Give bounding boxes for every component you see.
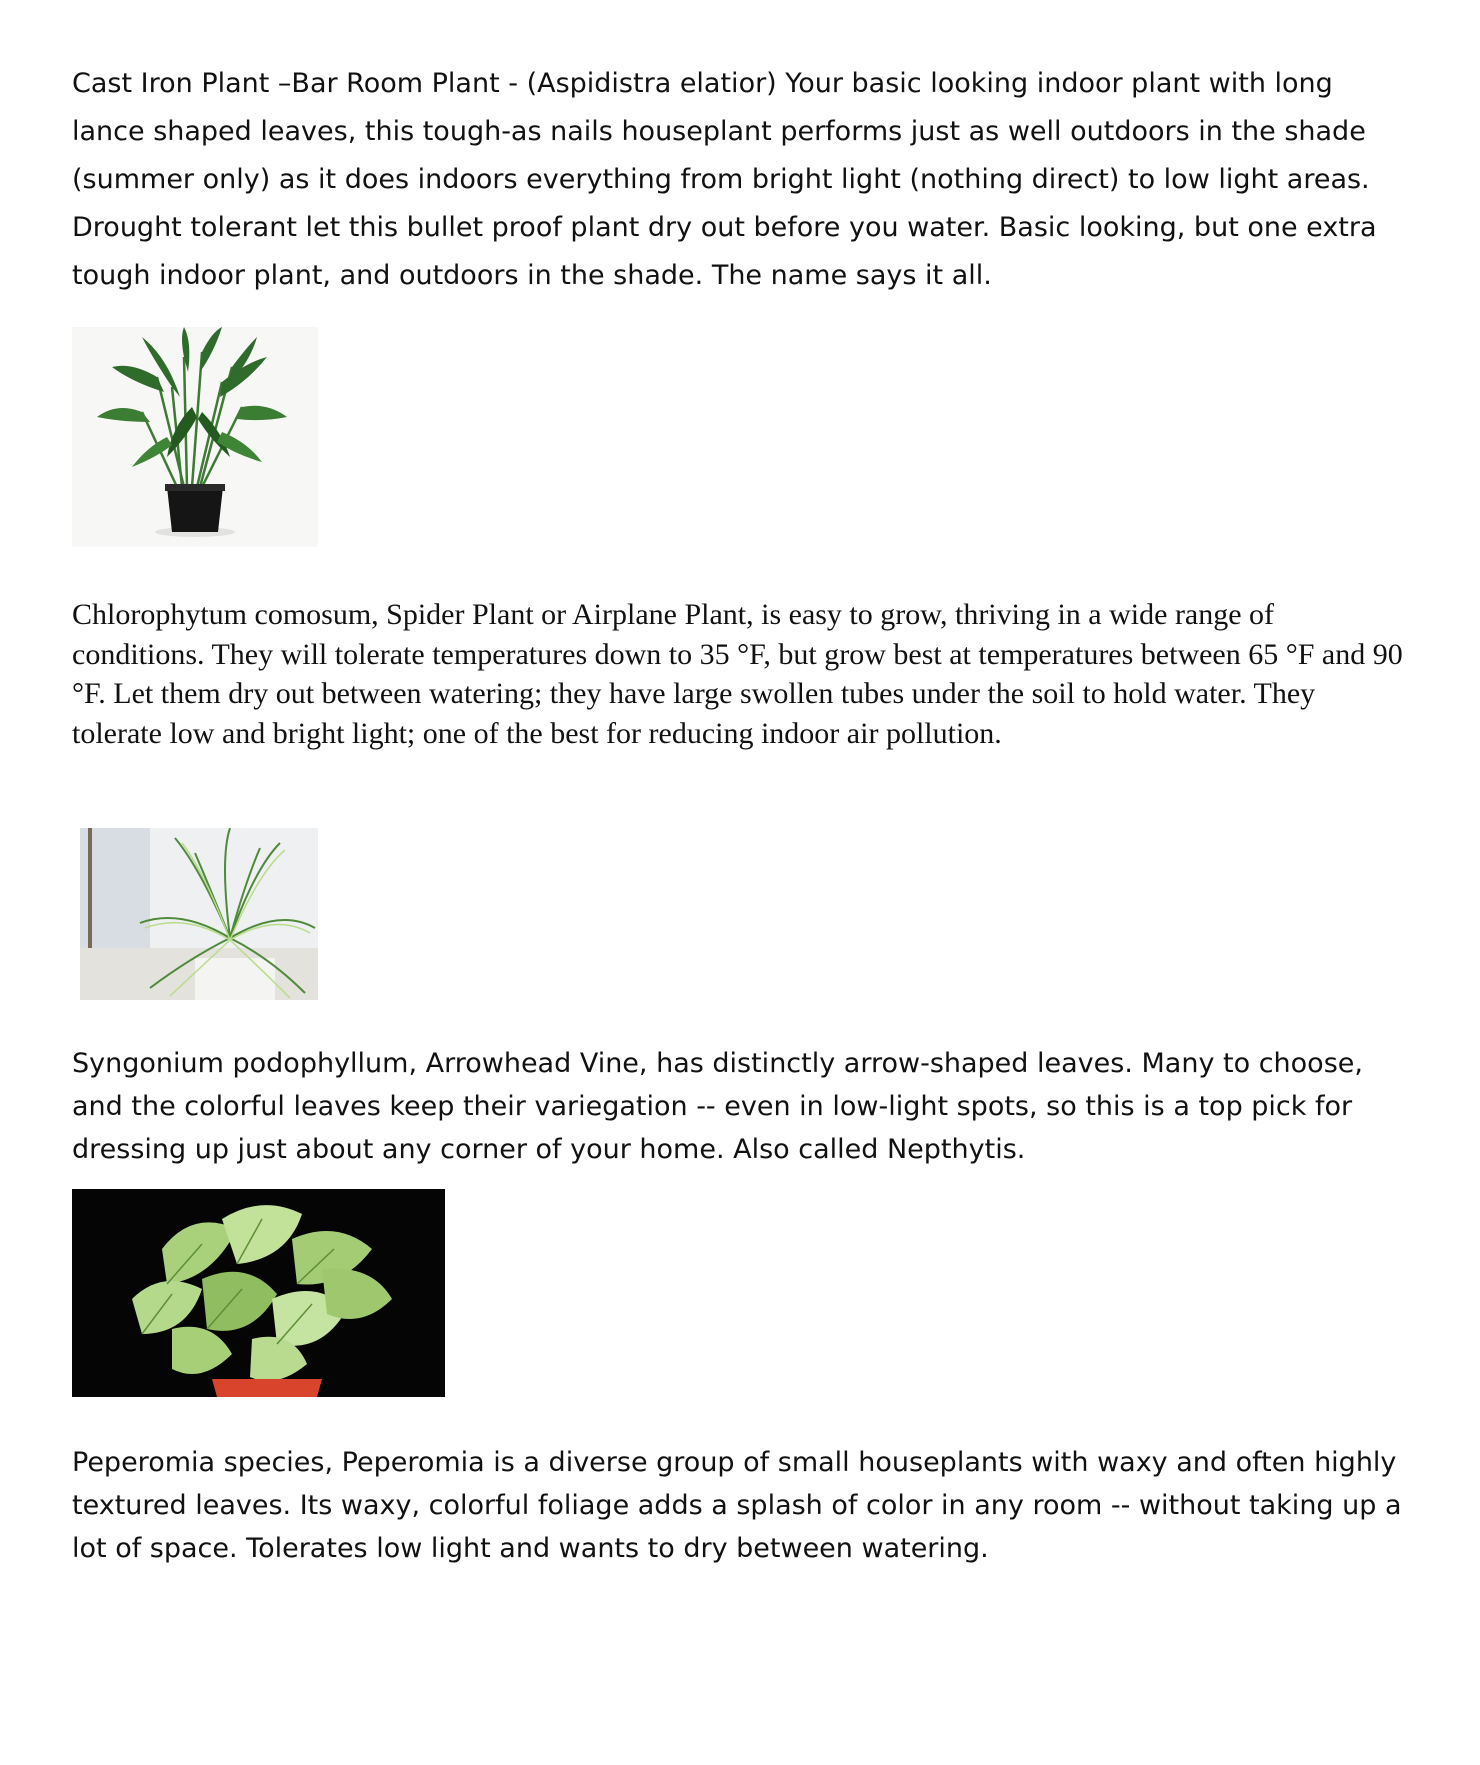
- peperomia-paragraph: Peperomia species, Peperomia is a diverse group of small houseplants with waxy and often highly textured leaves. Its waxy, colorful foliage adds a splash of color in any room -- without taking up a lot of space. Tolerates low light and wants to dry between watering.: [72, 1447, 1402, 1564]
- spider-plant-paragraph: Chlorophytum comosum, Spider Plant or Airplane Plant, is easy to grow, thriving in a wide range of conditions. They will tolerate temperatures down to 35 °F, but grow best at temperatures between 65 °F and 90 °F. Let them dry out between watering; they have large swollen tubes under the soil to hold water. They tolerate low and bright light; one of the best for reducing indoor air pollution.: [72, 598, 1403, 750]
- cast-iron-plant-photo: [72, 327, 318, 547]
- cast-iron-plant-paragraph: Cast Iron Plant –Bar Room Plant - (Aspidistra elatior) Your basic looking indoor plant with long lance shaped leaves, this tough-as nails houseplant performs just as well outdoors in the shade (summer only) as it does indoors everything from bright light (nothing direct) to low light areas. Drought tolerant let this bullet proof plant dry out before you water. Basic looking, but one extra tough indoor plant, and outdoors in the shade. The name says it all.: [72, 68, 1377, 291]
- arrowhead-vine-photo: [72, 1189, 445, 1397]
- arrowhead-vine-paragraph: Syngonium podophyllum, Arrowhead Vine, has distinctly arrow-shaped leaves. Many to choose, and the colorful leaves keep their variegation -- even in low-light spots, so this is a top pick for dressing up just about any corner of your home. Also called Nepthytis.: [72, 1048, 1363, 1165]
- spider-plant-photo: [80, 828, 318, 1000]
